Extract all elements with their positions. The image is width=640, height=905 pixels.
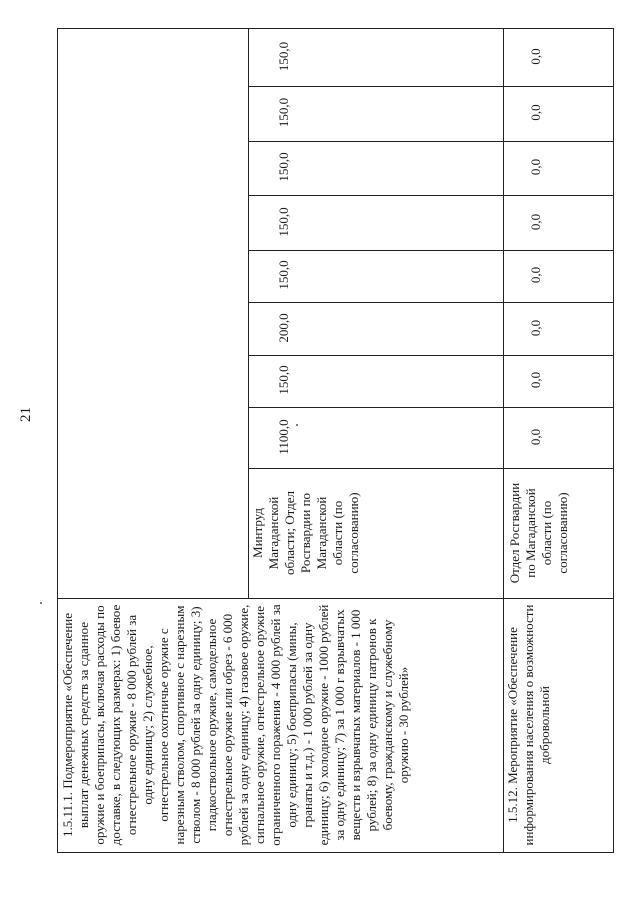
row2-executor-text: Отдел Росгвардии по Магаданской области (по согласованию)	[507, 482, 570, 584]
row1-value-3: 200,0	[276, 313, 291, 343]
row2-value-2: 0,0	[528, 371, 543, 389]
scan-speck	[40, 602, 42, 604]
row1-value-4: 150,0	[276, 260, 291, 290]
scan-speck	[296, 424, 298, 426]
page-number: 21	[18, 407, 34, 422]
row2-value-3: 0,0	[528, 319, 543, 337]
row1-value-1: 1100,0	[276, 419, 291, 455]
row2-value-7: 0,0	[528, 104, 543, 121]
row1-executor-cell	[248, 469, 361, 597]
row2-name-cell	[505, 600, 565, 850]
row1-value-5: 150,0	[276, 207, 291, 237]
row1-name-cell	[60, 600, 500, 850]
row2-value-1: 0,0	[528, 428, 543, 446]
row2-value-8: 0,0	[528, 48, 543, 65]
row1-value-2: 150,0	[276, 365, 291, 395]
row1-value-7: 150,0	[276, 97, 291, 128]
row2-executor-cell	[505, 469, 570, 597]
row2-value-4: 0,0	[528, 266, 543, 284]
row2-value-6: 0,0	[528, 158, 543, 176]
row1-name-text: 1.5.11.1. Подмероприятие «Обеспечение выплат денежных средств за сданное оружие и боеприпасы, включая расходы по доставке, в следующих размерах: 1) боевое огнестрельное оружие - 8 000 рублей за одну единицу; 2) служебное, огнестрельное охотничье оружие с нарезным стволом, спортивное с нарезным стволом - 8 000 рублей за одну единицу; 3) гладкоствольное оружие, самодельное огнестрельное оружие или обрез - 6 000 рублей за одну единицу; 4) газовое оружие, сигнальное оружие, огнестрельное оружие ограниченного поражения - 4 000 рублей за одну единицу; 5) боеприпасы (мины, гранаты и т.д.) - 1 000 рублей за одну единицу; 6) холодное оружие - 1000 рублей за одну единицу; 7) за 1 000 г взрывчатых веществ и взрывчатых материалов - 1 000 рублей; 8) за одну единицу патронов к боевому, гражданскому и служебному оружию - 30 рублей»	[60, 604, 411, 846]
row1-value-8: 150,0	[276, 41, 291, 72]
row2-value-5: 0,0	[528, 213, 543, 231]
row2-name-text: 1.5.12. Мероприятие «Обеспечение информирования населения о возможности добровольной	[505, 604, 552, 846]
row1-value-6: 150,0	[276, 152, 291, 182]
row1-executor-text: Минтруд Магаданской области; Отдел Росгвардии по Магаданской области (по согласованию)	[250, 490, 361, 576]
